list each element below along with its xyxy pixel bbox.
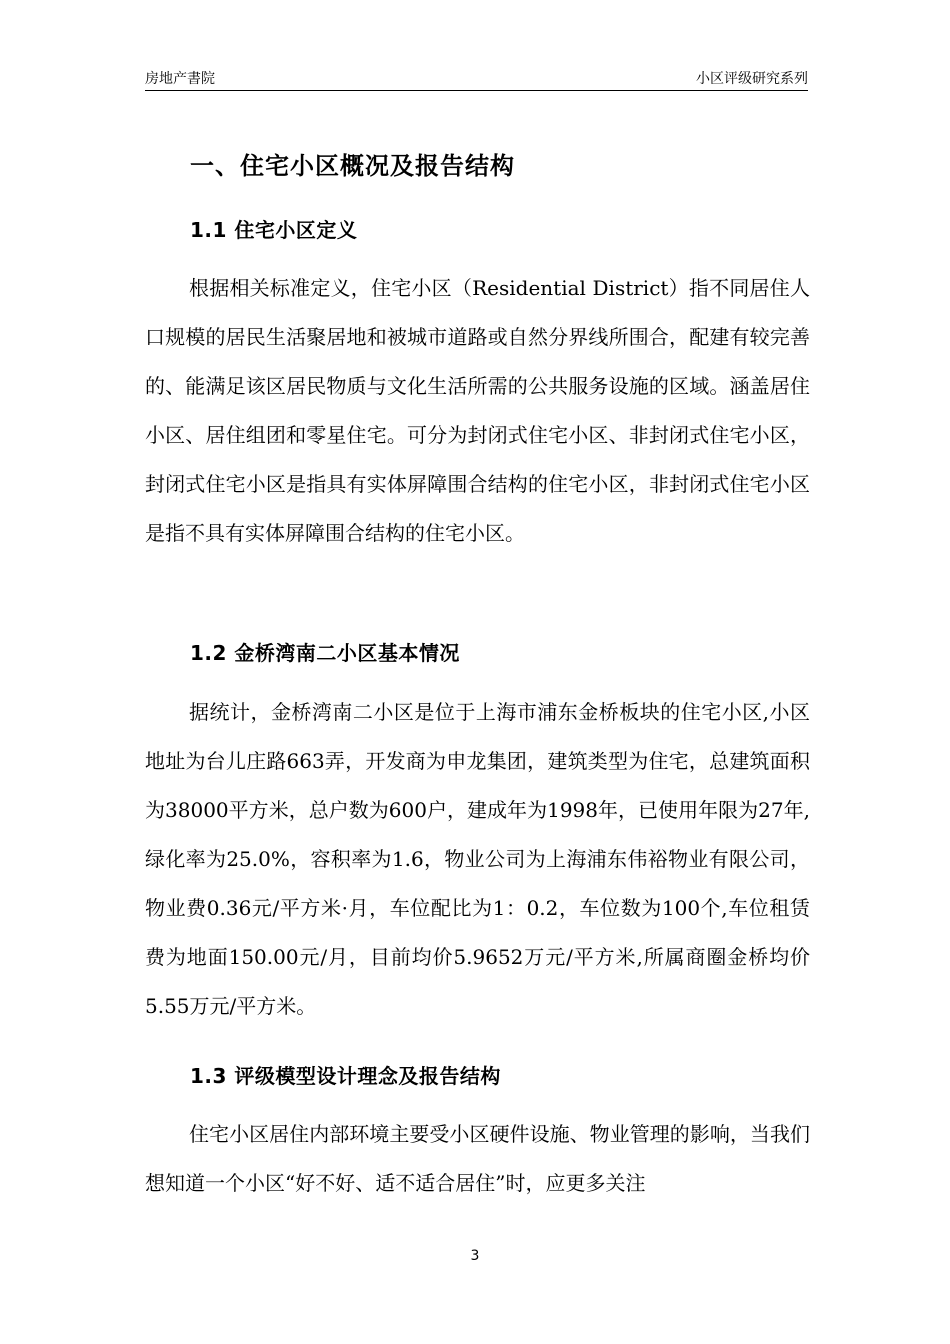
header-publisher: 房地产書院 [145, 71, 215, 87]
paragraph-definition: 根据相关标准定义，住宅小区（Residential District）指不同居住人口规模的居民生活聚居地和被城市道路或自然分界线所围合，配建有较完善的、能满足该区居民物质与文化生活所需的公共服务设施的区域。涵盖居住小区、居住组团和零星住宅。可分为封闭式住宅小区、非封闭式住宅小区，封闭式住宅小区是指具有实体屏障围合结构的住宅小区，非封闭式住宅小区是指不具有实体屏障围合结构的住宅小区。 [145, 276, 810, 545]
page-number: 3 [470, 1248, 480, 1264]
page-header [145, 62, 808, 91]
subsection-heading-1-1: 1.1 住宅小区定义 [190, 218, 358, 242]
paragraph-model-design: 住宅小区居住内部环境主要受小区硬件设施、物业管理的影响，当我们想知道一个小区“好不好、适不适合居住”时，应更多关注 [145, 1122, 810, 1195]
header-series: 小区评级研究系列 [696, 71, 808, 87]
subsection-heading-1-3: 1.3 评级模型设计理念及报告结构 [190, 1064, 501, 1088]
section-title: 一、住宅小区概况及报告结构 [190, 152, 515, 180]
paragraph-community-info: 据统计，金桥湾南二小区是位于上海市浦东金桥板块的住宅小区,小区地址为台儿庄路663弄，开发商为申龙集团，建筑类型为住宅，总建筑面积为38000平方米，总户数为600户，建成年为1998年，已使用年限为27年,绿化率为25.0%，容积率为1.6，物业公司为上海浦东伟裕物业有限公司，物业费0.36元/平方米·月，车位配比为1：0.2，车位数为100个,车位租赁费为地面150.00元/月，目前均价5.9652万元/平方米,所属商圈金桥均价5.55万元/平方米。 [145, 700, 810, 1018]
subsection-heading-1-2: 1.2 金桥湾南二小区基本情况 [190, 641, 460, 665]
